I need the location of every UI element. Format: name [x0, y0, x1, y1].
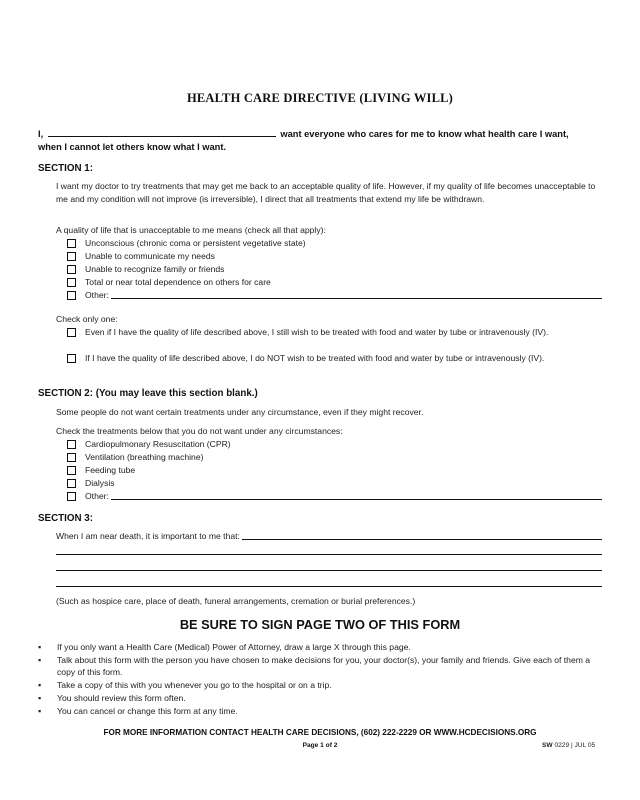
intro-prefix: I,: [38, 129, 44, 139]
checkbox[interactable]: [67, 466, 76, 475]
list-item: ▪ You can cancel or change this form at any time.: [38, 706, 608, 718]
section-1-heading: SECTION 1:: [38, 163, 93, 174]
checkbox-label: Total or near total dependence on others for care: [85, 277, 271, 287]
checkbox-item-other-treatment[interactable]: [67, 490, 602, 503]
section-2-paragraph: Some people do not want certain treatments under any circumstance, even if they might recover.: [56, 407, 424, 417]
choice-item-wish-treated[interactable]: [67, 326, 567, 339]
other-text-field[interactable]: [111, 289, 602, 299]
wishes-line-2[interactable]: [56, 554, 602, 555]
checkbox-label: Other:: [85, 491, 109, 501]
checkbox[interactable]: [67, 239, 76, 248]
checkbox[interactable]: [67, 278, 76, 287]
checkbox-label: Other:: [85, 290, 109, 300]
checkbox-label: Unable to communicate my needs: [85, 251, 215, 261]
checkbox[interactable]: [67, 492, 76, 501]
checkbox-item-dialysis[interactable]: [67, 477, 607, 490]
wishes-line-4[interactable]: [56, 586, 602, 587]
other-treatment-text-field[interactable]: [111, 490, 602, 500]
instructions-list: [38, 642, 608, 719]
list-item: ▪ If you only want a Health Care (Medical) Power of Attorney, draw a large X through this page.: [38, 642, 608, 654]
section-3-prompt-row: [56, 530, 602, 543]
checkbox[interactable]: [67, 328, 76, 337]
checkbox-item-unable-communicate[interactable]: [67, 250, 607, 263]
check-only-one-label: Check only one:: [56, 314, 118, 324]
page-number: Page 1 of 2: [302, 742, 338, 749]
checkbox[interactable]: [67, 291, 76, 300]
list-item: ▪ Take a copy of this with you whenever you go to the hospital or on a trip.: [38, 680, 608, 692]
checkbox-item-other[interactable]: [67, 289, 602, 302]
section-1-list-intro: A quality of life that is unacceptable to me means (check all that apply):: [56, 225, 326, 235]
form-code: [542, 742, 595, 749]
checkbox-label: If I have the quality of life described above, I do NOT wish to be treated with food and water by tube or intravenously (IV).: [85, 353, 545, 363]
checkbox-item-dependence[interactable]: [67, 276, 607, 289]
checkbox-label: Unable to recognize family or friends: [85, 264, 225, 274]
checkbox[interactable]: [67, 479, 76, 488]
checkbox[interactable]: [67, 354, 76, 363]
intro-line2: when I cannot let others know what I want.: [38, 142, 227, 152]
checkbox-item-ventilation[interactable]: [67, 451, 607, 464]
list-item: ▪ You should review this form often.: [38, 693, 608, 705]
section-2-heading: SECTION 2: (You may leave this section blank.): [38, 388, 258, 399]
checkbox-item-unconscious[interactable]: [67, 237, 607, 250]
document-title: HEALTH CARE DIRECTIVE (LIVING WILL): [186, 91, 454, 105]
list-item: ▪ Talk about this form with the person you have chosen to make decisions for you, your doctor(s), your family and friends. Give each of them a copy of this form.: [38, 655, 608, 678]
checkbox-item-unable-recognize[interactable]: [67, 263, 607, 276]
form-code-date: 0229 | JUL 05: [554, 742, 596, 749]
intro-statement: [38, 127, 608, 154]
checkbox[interactable]: [67, 252, 76, 261]
intro-suffix: want everyone who cares for me to know what health care I want,: [280, 129, 569, 139]
choice-item-not-wish-treated[interactable]: [67, 352, 567, 365]
wishes-line-3[interactable]: [56, 570, 602, 571]
section-3-note: (Such as hospice care, place of death, funeral arrangements, cremation or burial preferences.): [56, 596, 416, 606]
sign-page-two-banner: BE SURE TO SIGN PAGE TWO OF THIS FORM: [179, 617, 461, 632]
checkbox-item-cpr[interactable]: [67, 438, 607, 451]
wishes-text-field[interactable]: [242, 530, 602, 540]
checkbox-label: Unconscious (chronic coma or persistent vegetative state): [85, 238, 306, 248]
checkbox-label: Ventilation (breathing machine): [85, 452, 204, 462]
checkbox[interactable]: [67, 440, 76, 449]
section-1-paragraph: I want my doctor to try treatments that may get me back to an acceptable quality of life. However, if my quality of life becomes unacceptable to me and my condition will not improve (is irreversible), I direct that all treatments that extend my life be withdrawn.: [56, 181, 596, 204]
checkbox[interactable]: [67, 453, 76, 462]
checkbox-item-feeding-tube[interactable]: [67, 464, 607, 477]
checkbox[interactable]: [67, 265, 76, 274]
checkbox-label: Cardiopulmonary Resuscitation (CPR): [85, 439, 231, 449]
checkbox-label: Feeding tube: [85, 465, 136, 475]
section-3-heading: SECTION 3:: [38, 513, 93, 524]
checkbox-label: Even if I have the quality of life described above, I still wish to be treated with food and water by tube or intravenously (IV).: [85, 327, 549, 337]
section-3-prompt: When I am near death, it is important to me that:: [56, 531, 240, 541]
section-2-list-intro: Check the treatments below that you do not want under any circumstances:: [56, 426, 343, 436]
form-code-prefix: SW: [542, 742, 553, 749]
name-blank-field[interactable]: [48, 127, 276, 137]
checkbox-label: Dialysis: [85, 478, 115, 488]
footer-contact-info: FOR MORE INFORMATION CONTACT HEALTH CARE DECISIONS, (602) 222-2229 OR WWW.HCDECISIONS.ORG: [103, 728, 537, 737]
